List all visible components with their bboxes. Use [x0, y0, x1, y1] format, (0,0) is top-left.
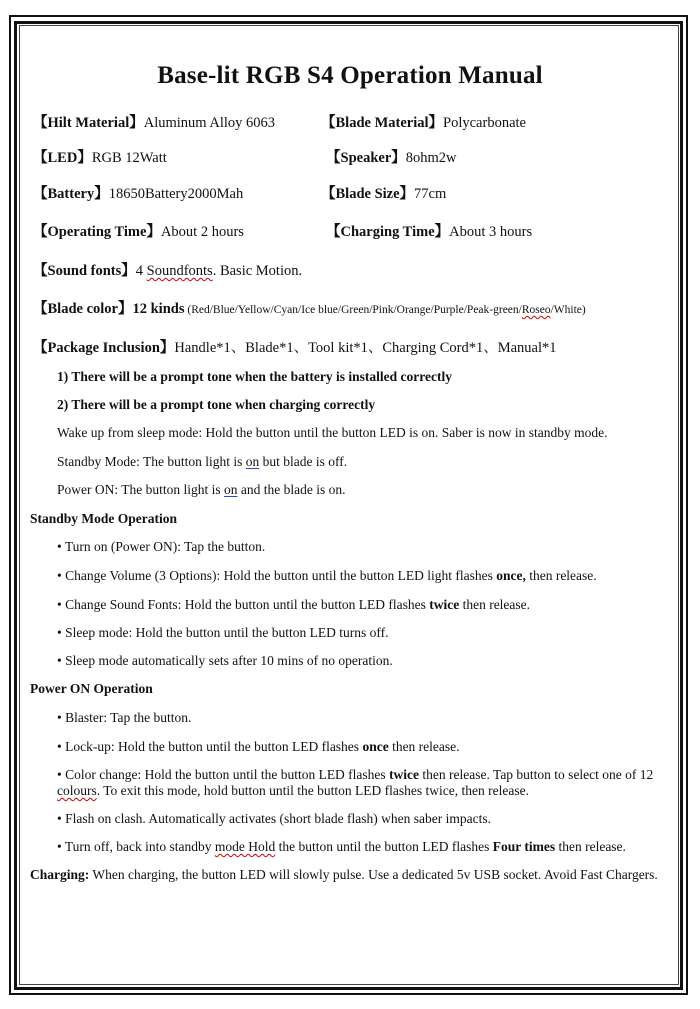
spec-led: 【LED】RGB 12Watt [33, 150, 167, 166]
poweron-item-color-change: • Color change: Hold the button until the button LED flashes twice then release. Tap button to select one of 12 colours. To exit this mode, hold button until the button LED flashes twice, then release. [57, 767, 654, 798]
spec-hilt-material: 【Hilt Material】Aluminum Alloy 6063 [33, 115, 276, 131]
standby-item-sleep: • Sleep mode: Hold the button until the button LED turns off. [57, 625, 389, 640]
note-power-on: Power ON: The button light is on and the blade is on. [57, 482, 346, 497]
spec-blade-material: 【Blade Material】Polycarbonate [321, 115, 526, 131]
poweron-item-flash-on-clash: • Flash on clash. Automatically activates (short blade flash) when saber impacts. [57, 811, 491, 826]
spec-sound-fonts: 【Sound fonts】4 Soundfonts. Basic Motion. [33, 263, 303, 279]
spec-package-inclusion: 【Package Inclusion】Handle*1、Blade*1、Tool kit*1、Charging Cord*1、Manual*1 [33, 340, 557, 356]
spec-speaker: 【Speaker】8ohm2w [326, 150, 457, 166]
note-wake-up: Wake up from sleep mode: Hold the button until the button LED is on. Saber is now in standby mode. [57, 425, 608, 440]
poweron-item-lockup: • Lock-up: Hold the button until the button LED flashes once then release. [57, 739, 460, 754]
standby-item-sound-fonts: • Change Sound Fonts: Hold the button until the button LED flashes twice then release. [57, 597, 531, 612]
page-title: Base-lit RGB S4 Operation Manual [157, 62, 543, 89]
poweron-item-turn-off: • Turn off, back into standby mode Hold the button until the button LED flashes Four times then release. [57, 839, 626, 854]
spec-battery: 【Battery】18650Battery2000Mah [33, 186, 244, 202]
note-charging-tone: 2) There will be a prompt tone when charging correctly [57, 397, 376, 412]
standby-item-volume: • Change Volume (3 Options): Hold the button until the button LED light flashes once, then release. [57, 568, 597, 583]
spec-operating-time: 【Operating Time】About 2 hours [33, 224, 244, 240]
poweron-heading: Power ON Operation [30, 681, 153, 696]
spec-blade-size: 【Blade Size】77cm [321, 186, 447, 202]
standby-item-turn-on: • Turn on (Power ON): Tap the button. [57, 539, 266, 554]
spec-blade-color: 【Blade color】12 kinds (Red/Blue/Yellow/Cyan/Ice blue/Green/Pink/Orange/Purple/Peak-green/Roseo/White) [33, 301, 586, 317]
note-standby-mode: Standby Mode: The button light is on but blade is off. [57, 454, 348, 469]
charging-note: Charging: When charging, the button LED will slowly pulse. Use a dedicated 5v USB socket. Avoid Fast Chargers. [30, 867, 658, 882]
note-battery-tone: 1) There will be a prompt tone when the battery is installed correctly [57, 369, 452, 384]
standby-heading: Standby Mode Operation [30, 511, 178, 526]
standby-item-auto-sleep: • Sleep mode automatically sets after 10 mins of no operation. [57, 653, 393, 668]
spec-charging-time: 【Charging Time】About 3 hours [326, 224, 533, 240]
poweron-item-blaster: • Blaster: Tap the button. [57, 710, 192, 725]
